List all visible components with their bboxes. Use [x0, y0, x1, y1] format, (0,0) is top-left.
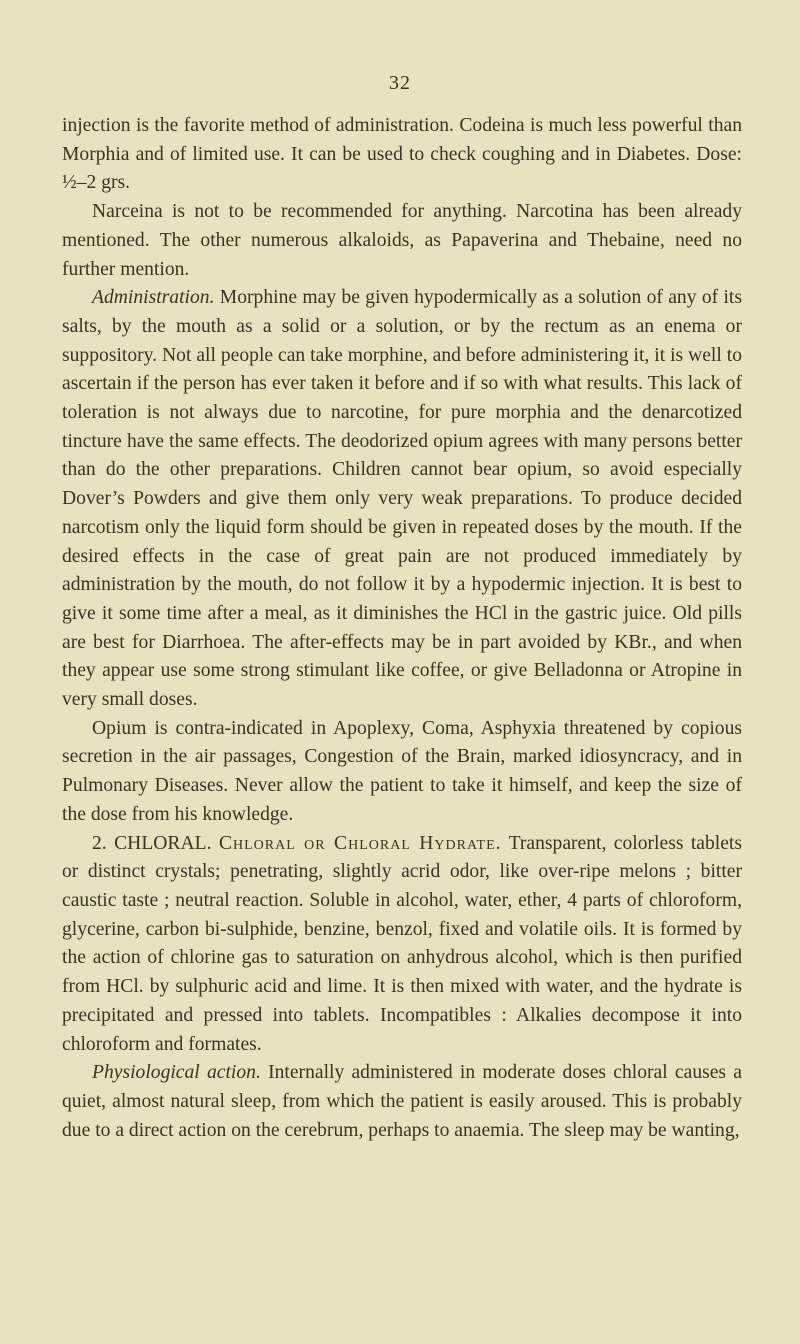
paragraph-text: Narceina is not to be recommended for anything. Narcotina has been already mentioned. The other numerous alkaloids, as Papaverina and Thebaine, need no further mention.: [62, 201, 742, 280]
paragraph-text: Transparent, colorless tablets or distinct crystals; penetrating, slightly acrid odor, like over-ripe melons ; bitter caustic taste ; neutral reaction. Soluble in alcohol, water, ether, 4 parts of chloroform, glycerine, carbon bi-sulphide, benzine, benzol, fixed and volatile oils. It is formed by the action of chlorine gas to saturation on anhydrous alcohol, which is then purified from HCl. by sulphuric acid and lime. It is then mixed with water, and the hydrate is precipitated and pressed into tablets. Incompatibles : Alkalies decompose it into chloroform and formates.: [62, 832, 742, 1055]
section-heading: Administration.: [92, 287, 215, 309]
paragraph: [62, 112, 742, 198]
paragraph-text: 2. CHLORAL.: [92, 832, 219, 854]
paragraph: [62, 715, 742, 830]
paragraph: [62, 1059, 742, 1145]
paragraph-text: Opium is contra-indicated in Apoplexy, Coma, Asphyxia threatened by copious secretion in the air passages, Congestion of the Brain, marked idiosyncracy, and in Pulmonary Diseases. Never allow the patient to take it himself, and keep the size of the dose from his knowledge.: [62, 717, 742, 825]
page-number: 32: [389, 72, 411, 94]
paragraph-text: Internally administered in moderate doses chloral causes a quiet, almost natural sleep, from which the patient is easily aroused. This is probably due to a direct action on the cerebrum, perhaps to anaemia. The sleep may be wanting,: [62, 1062, 742, 1141]
paragraph: [62, 830, 742, 1060]
paragraph-text: Morphine may be given hypodermically as a solution of any of its salts, by the mouth as a solid or a solution, or by the rectum as an enema or suppository. Not all people can take morphine, and before administering it, it is well to ascertain if the person has ever taken it before and if so with what results. This lack of toleration is not always due to narcotine, for pure morphia and the denarcotized tincture have the same effects. The deodorized opium agrees with many persons better than do the other preparations. Children cannot bear opium, so avoid especially Dover’s Powders and give them only very weak preparations. To produce decided narcotism only the liquid form should be given in repeated doses by the mouth. If the desired effects in the case of great pain are not produced immediately by administration by the mouth, do not follow it by a hypodermic injection. It is best to give it some time after a meal, as it diminishes the HCl in the gastric juice. Old pills are best for Diarrhoea. The after-effects may be in part avoided by KBr., and when they appear use some strong stimulant like coffee, or give Belladonna or Atropine in very small doses.: [62, 287, 742, 711]
paragraph: [62, 284, 742, 715]
section-subtitle: Chloral or Chloral Hydrate.: [218, 832, 502, 854]
paragraph-text: injection is the favorite method of administration. Codeina is much less powerful than Morphia and of limited use. It can be used to check coughing and in Diabetes. Dose: ½–2 grs.: [62, 115, 742, 194]
section-heading: Physiological action.: [92, 1062, 261, 1084]
body-text: [62, 112, 742, 1145]
paragraph: [62, 198, 742, 284]
